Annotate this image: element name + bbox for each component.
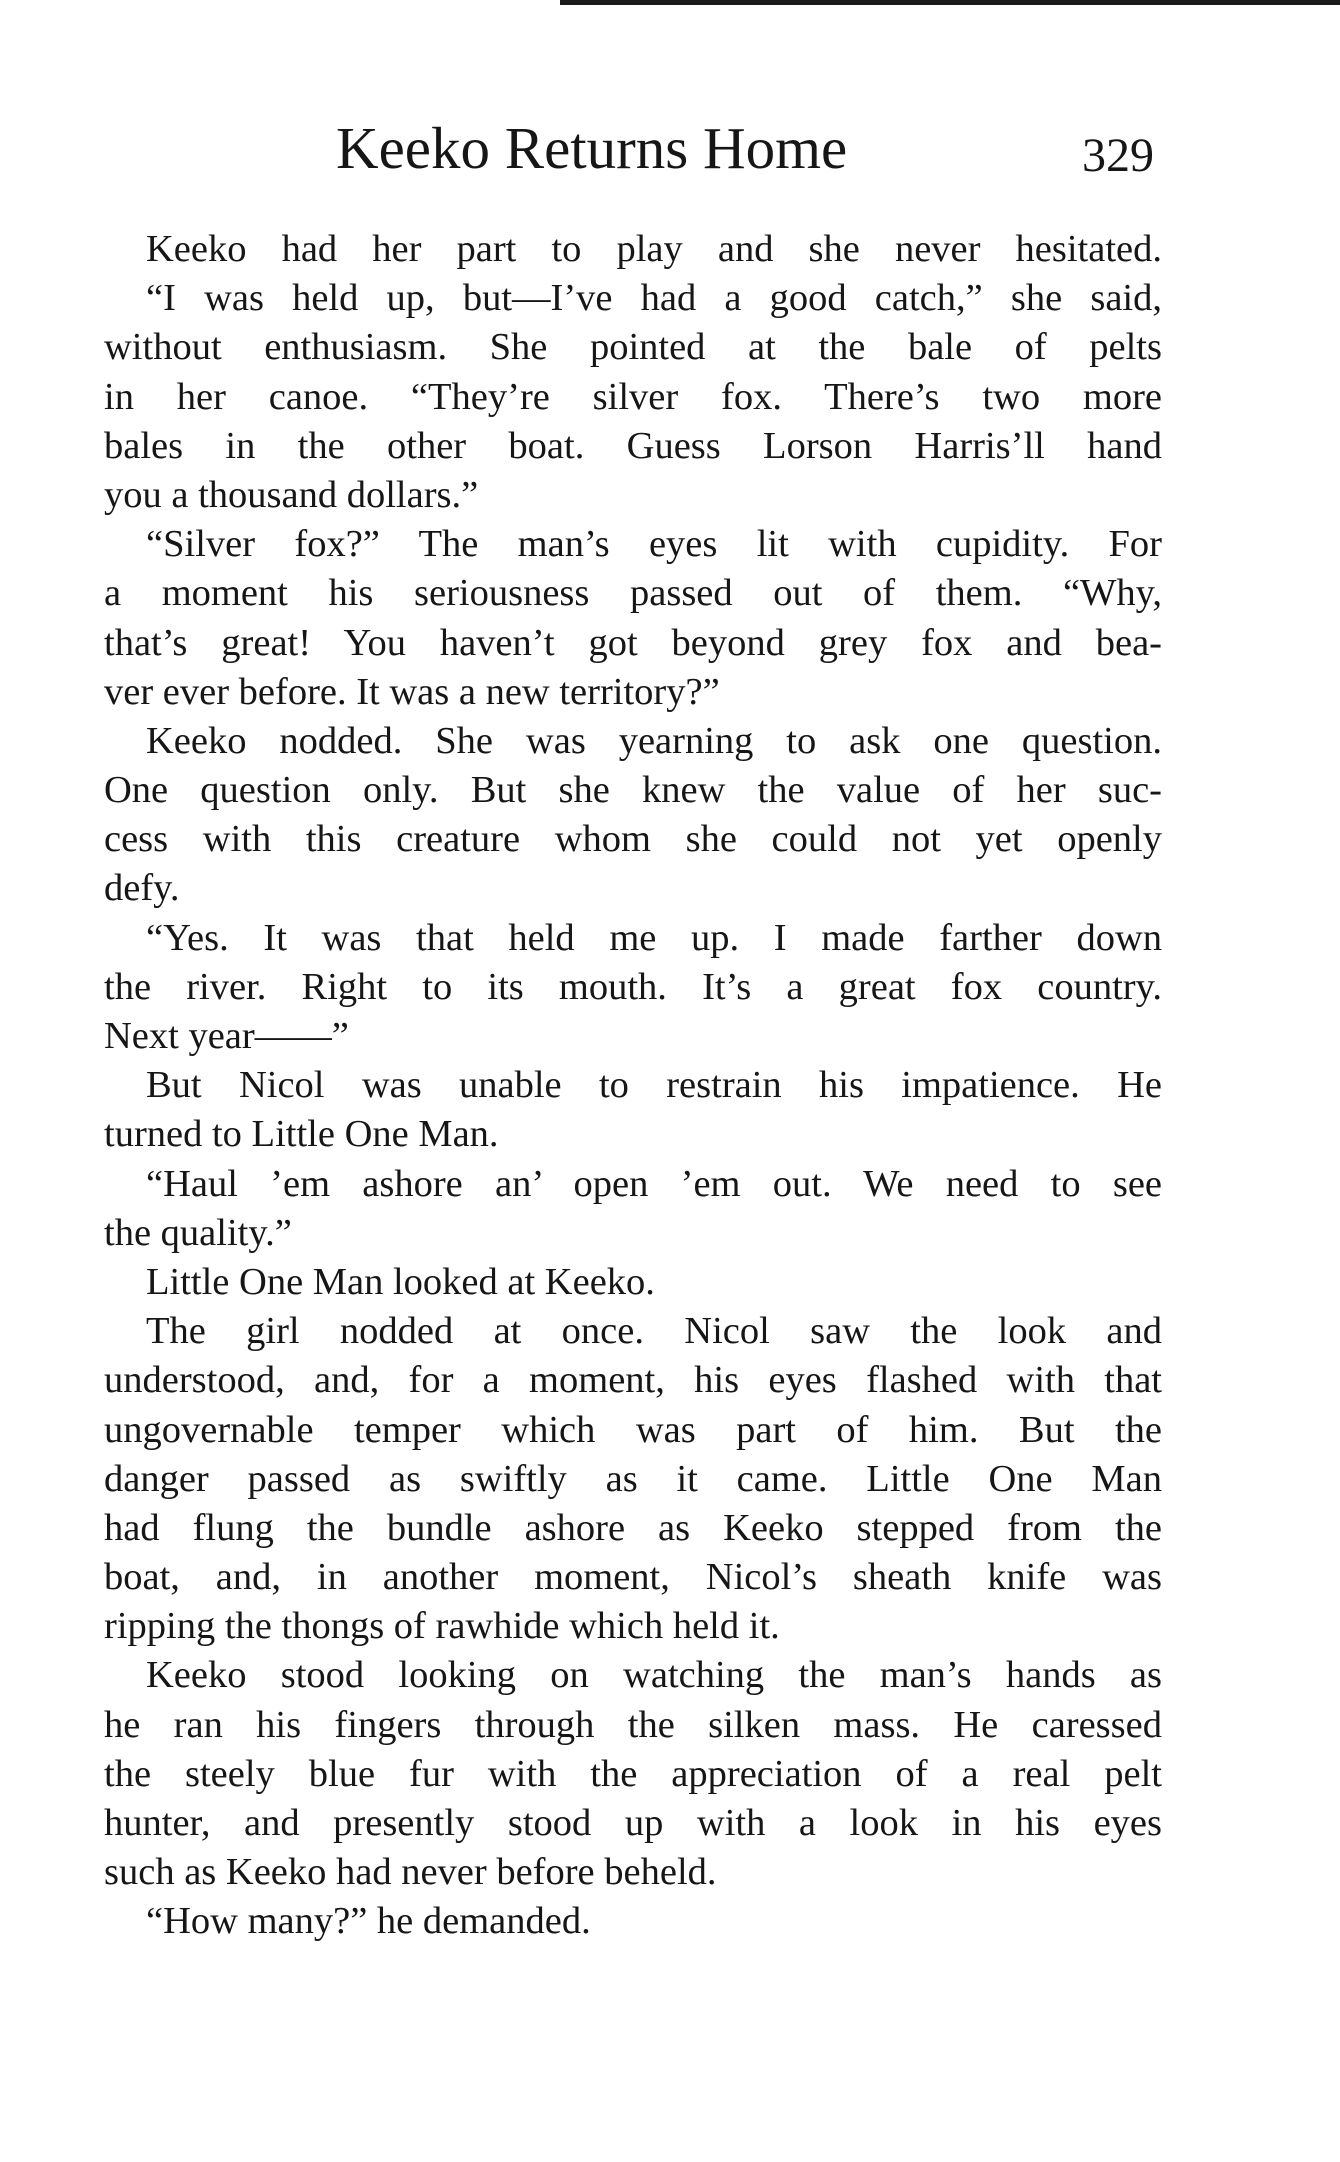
text-line: you a thousand dollars.”: [104, 473, 479, 516]
text-line: Next year——”: [104, 1015, 349, 1057]
text-line: But Nicol was unable to restrain his impatience. He: [146, 1064, 1162, 1107]
text-line: “Haul ’em ashore an’ open ’em out. We need to see: [146, 1162, 1162, 1205]
text-line: “How many?” he demanded.: [146, 1900, 591, 1943]
top-edge-rule: [560, 0, 1340, 5]
text-line: One question only. But she knew the value of her suc-: [104, 769, 1162, 812]
text-line: hunter, and presently stood up with a look in his eyes: [104, 1802, 1162, 1844]
text-line: such as Keeko had never before beheld.: [104, 1851, 717, 1894]
running-head: [0, 108, 1340, 188]
text-line: cess with this creature whom she could not yet openly: [104, 818, 1162, 861]
page-number: 329: [1082, 129, 1154, 182]
text-line: “Silver fox?” The man’s eyes lit with cupidity. For: [146, 523, 1162, 566]
text-line: Keeko stood looking on watching the man’s hands as: [146, 1654, 1162, 1697]
text-line: had flung the bundle ashore as Keeko stepped from the: [104, 1506, 1162, 1549]
text-line: “I was held up, but—I’ve had a good catch,” she said,: [146, 277, 1162, 320]
text-line: a moment his seriousness passed out of them. “Why,: [104, 572, 1162, 615]
text-line: boat, and, in another moment, Nicol’s sheath knife was: [104, 1556, 1162, 1599]
text-line: that’s great! You haven’t got beyond grey fox and bea-: [104, 621, 1162, 664]
text-line: ver ever before. It was a new territory?”: [104, 670, 720, 713]
running-title: Keeko Returns Home: [336, 115, 848, 181]
text-line: without enthusiasm. She pointed at the bale of pelts: [104, 326, 1162, 369]
text-line: in her canoe. “They’re silver fox. There’s two more: [104, 375, 1162, 418]
body-text: [104, 225, 1162, 1947]
text-line: understood, and, for a moment, his eyes flashed with that: [104, 1359, 1162, 1402]
text-line: ungovernable temper which was part of him. But the: [104, 1408, 1162, 1451]
text-line: Keeko nodded. She was yearning to ask one question.: [146, 719, 1162, 762]
text-line: the steely blue fur with the appreciation of a real pelt: [104, 1752, 1162, 1795]
text-line: The girl nodded at once. Nicol saw the look and: [146, 1310, 1162, 1353]
text-line: “Yes. It was that held me up. I made farther down: [146, 916, 1162, 959]
text-line: danger passed as swiftly as it came. Little One Man: [104, 1457, 1162, 1500]
text-line: the river. Right to its mouth. It’s a great fox country.: [104, 965, 1162, 1008]
text-line: turned to Little One Man.: [104, 1113, 499, 1156]
text-line: he ran his fingers through the silken mass. He caressed: [104, 1703, 1162, 1746]
text-line: defy.: [104, 867, 180, 910]
text-line: Little One Man looked at Keeko.: [146, 1260, 655, 1303]
text-line: the quality.”: [104, 1211, 292, 1254]
text-line: ripping the thongs of rawhide which held it.: [104, 1605, 780, 1648]
text-line: bales in the other boat. Guess Lorson Harris’ll hand: [104, 424, 1162, 467]
text-line: Keeko had her part to play and she never hesitated.: [146, 228, 1162, 270]
